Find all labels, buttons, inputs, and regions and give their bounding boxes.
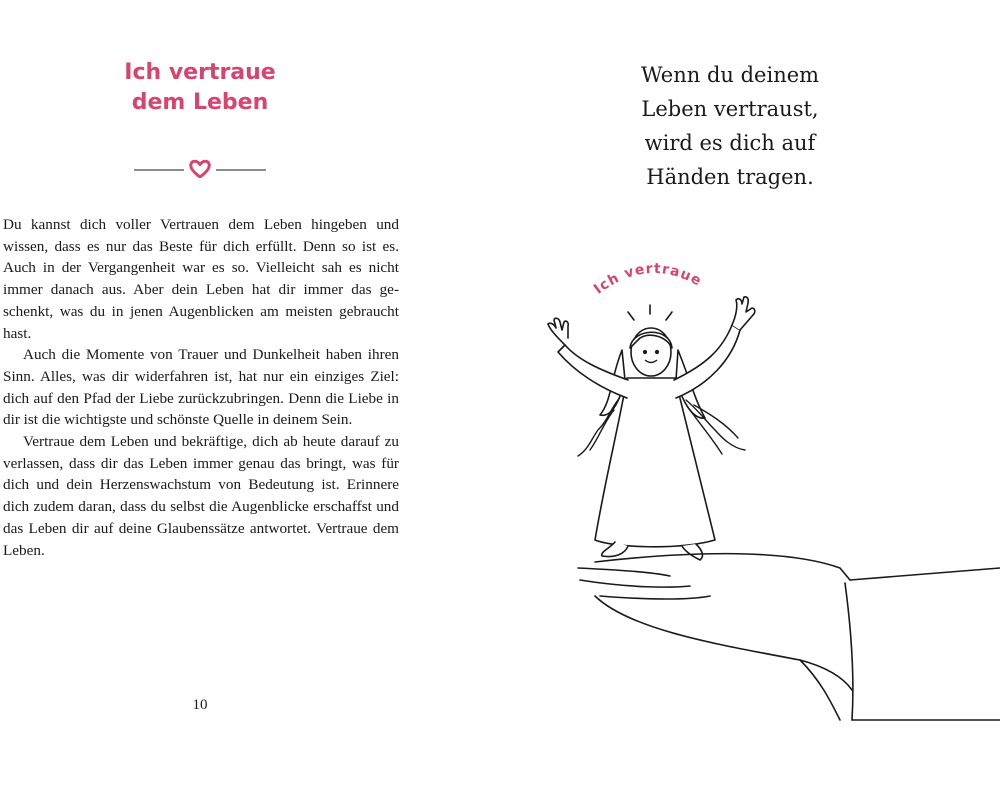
chapter-title: [0, 58, 400, 118]
hand-illustration: [578, 554, 1000, 720]
quote-line-1: Wenn du deinem: [640, 63, 820, 87]
radiance-lines: [628, 305, 672, 320]
page-number: 10: [192, 697, 208, 713]
arc-label: Ich vertraue: [590, 260, 705, 298]
quote: [590, 58, 870, 194]
girl-on-hand-illustration: [500, 250, 1000, 750]
chapter-title-line-2: dem Leben: [131, 90, 269, 115]
heart-icon: [191, 161, 209, 177]
chapter-title-line-1: Ich vertraue: [124, 60, 276, 85]
quote-line-4: Händen tragen.: [646, 165, 814, 189]
heart-divider: [134, 158, 266, 178]
right-page: [500, 0, 1000, 800]
body-text: [3, 214, 399, 561]
paragraph-2: Auch die Momente von Trauer und Dunkelheit haben ihren Sinn. Alles, was dir widerfahren ist, hat nur ein einziges Ziel: dich auf den Pfad der Liebe zurückzubringen. Denn die Liebe in dir ist die wichtigste und schönste Quelle in deinem Sein.: [3, 346, 399, 429]
left-page: [0, 0, 400, 800]
quote-line-3: wird es dich auf: [644, 131, 816, 155]
paragraph-1: Du kannst dich voller Vertrauen dem Leben hingeben und wissen, dass es nur das Beste für dich erfüllt. Denn so ist es. Auch in der Vergangenheit war es so. Vielleicht sah es nicht immer danach aus. Aber dein Leben hat dir immer das geschenkt, was du in jenen Augenblicken am meisten gebraucht hast.: [3, 216, 399, 342]
girl-figure: [548, 297, 755, 560]
quote-line-2: Leben vertraust,: [641, 97, 819, 121]
paragraph-3: Vertraue dem Leben und bekräftige, dich ab heute darauf zu verlassen, dass dir das Leben immer genau das bringt, was für dich und dein Herzenswachstum von Bedeutung ist. Erinnere dich zudem daran, dass du selbst die Augenblicke erschaffst und das Leben dir auf deine Glaubenssätze antwortet. Vertraue dem Leben.: [3, 433, 399, 559]
